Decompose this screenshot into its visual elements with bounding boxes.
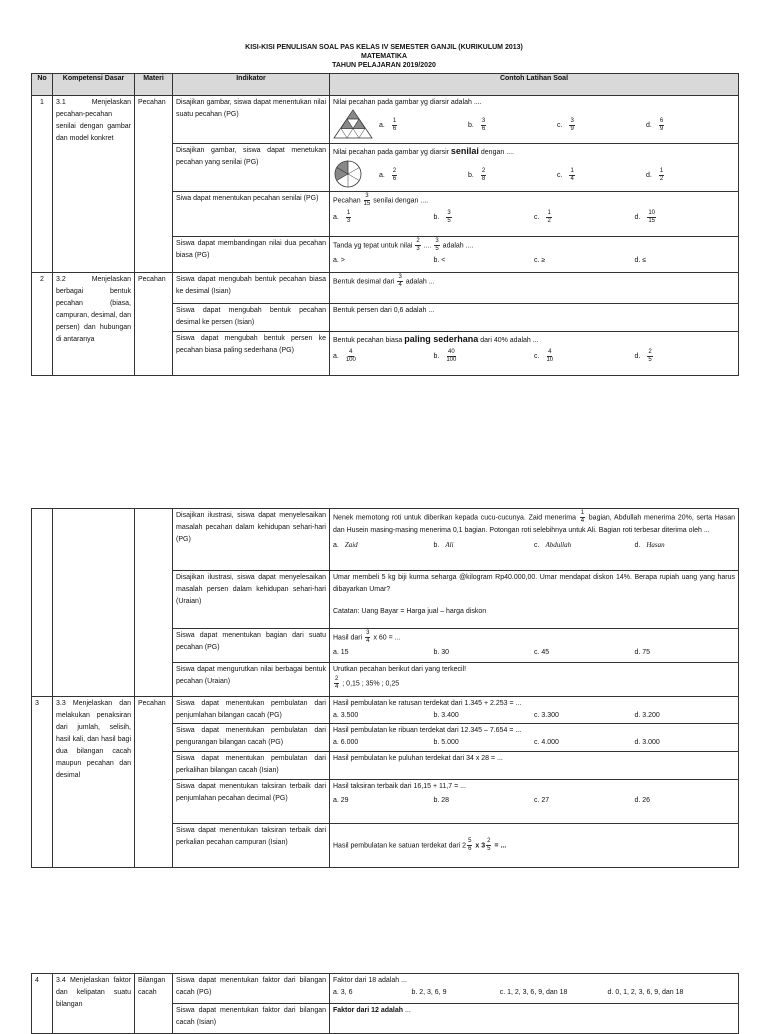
option-a: a. 3.500 [333,712,359,719]
option-b: b. 3.400 [433,712,459,719]
option-c: c. 45 [534,649,550,656]
option-b: b. 5.000 [433,739,459,746]
option-a: a. $\frac{2}{6}$ [379,167,397,182]
indikator-cell: Siswa dapat mengubah bentuk pecahan desimal ke persen (Isian) [173,304,330,332]
circle-figure [333,159,363,189]
option-c: c. Abdullah [534,541,572,549]
question-text: Nilai pecahan pada gambar yg diarsir adalah .... [333,99,482,106]
question-text: Pecahan $\frac{3}{15}$ senilai dengan .... [333,193,429,207]
question-cell [330,1004,739,1034]
option-d: d. 3.200 [634,712,660,719]
option-b: b. $\frac{40}{100}$ [433,349,457,363]
question-text: Hasil dari $\frac{3}{4}$ x 60 = ... [333,630,401,644]
indikator-cell: Siswa dapat menentukan pembulatan dari perkalihan bilangan cacah (Isian) [173,752,330,780]
note-text: Catatan: Uang Bayar = Harga jual – harga diskon [333,608,487,615]
row-no: 1 [32,96,53,273]
question-cell [330,96,739,144]
option-c: c. 3.300 [534,712,559,719]
question-cell: Urutkan pecahan berikut dari yang terkecil! $\frac{2}{4}$ ; 0,15 ; 35% ; 0,25 [330,663,739,697]
option-c: c. $\frac{1}{2}$ [534,210,551,224]
question-text: Tanda yg tepat untuk nilai $\frac{2}{3}$ .... $\frac{3}{5}$ adalah .... [333,238,474,252]
question-cell [330,629,739,663]
option-b: b. Ali [433,541,454,549]
option-d: d. 3.000 [634,739,660,746]
option-d: d. 26 [634,797,651,804]
option-d: d. Hasan [634,541,665,549]
option-a: a. 29 [333,797,349,804]
indikator-cell: Disajikan gambar, siswa dapat menetukan pecahan yang senilai (PG) [173,144,330,192]
row-no [32,509,53,697]
materi-cell: Pecahan [135,273,173,376]
option-d: d. $\frac{10}{15}$ [634,210,656,224]
indikator-cell: Siswa dapat menentukan bagian dari suatu pecahan (PG) [173,629,330,663]
question-cell [330,780,739,824]
option-a: a. $\frac{1}{3}$ [333,210,351,224]
kisi-table-page2 [31,508,739,868]
doc-subject: MATEMATIKA [360,53,407,60]
question-text: Bentuk desimal dari $\frac{3}{4}$ adalah ... [333,274,435,288]
indikator-cell: Disajikan ilustrasi, siswa dapat menyelesaikan masalah persen dalam kehidupan sehari-hari (Uraian) [173,571,330,629]
indikator-cell: Siwa dapat menentukan pecahan senilai (PG) [173,192,330,237]
option-c: c. ≥ [534,257,546,264]
option-a: a. > [333,257,345,264]
materi-cell: Pecahan [135,697,173,868]
question-cell [330,304,739,332]
question-text: Nenek memotong roti untuk diberikan kepada cucu-cucunya. Zaid menerima $\frac{1}{4}$ bagian, Abdullah menerima 20%, serta Hasan dan Husein masing-masing menerima 0,1 bagian. Potongan roti selebihnya untuk Ali. Bagian roti terbesar diterima oleh ... [333,510,735,534]
col-no: No [32,74,53,96]
kisi-table-page3 [31,973,739,1034]
kd-cell: 3.4 Menjelaskan faktor dan kelipatan suatu bilangan [53,974,135,1034]
indikator-cell: Disajikan ilustrasi, siswa dapat menyelesaikan masalah pecahan dalam kehidupan sehari-hari (PG) [173,509,330,571]
option-a: a. 15 [333,649,349,656]
option-d: d. 0, 1, 2, 3, 6, 9, dan 18 [607,989,684,996]
option-b: b. $\frac{3}{6}$ [468,117,486,132]
col-kompetensi: Kompetensi Dasar [53,74,135,96]
materi-cell: Bilangan cacah [135,974,173,1034]
question-text: Umar membeli 5 kg biji kurma seharga @kilogram Rp40.000,00. Umar mendapat diskon 14%. Berapa rupiah uang yang harus dibayarkan Umar? [333,574,735,593]
option-c: c. $\frac{3}{9}$ [557,117,574,132]
option-a: a. $\frac{4}{100}$ [333,349,356,363]
indikator-cell: Siswa dapat menentukan pembulatan dari penjumlahan bilangan cacah (PG) [173,697,330,724]
option-d: d. $\frac{6}{9}$ [646,117,664,132]
option-a: a. 3, 6 [333,989,353,996]
question-cell [330,571,739,629]
option-c: c. 27 [534,797,550,804]
option-b: b. 28 [433,797,450,804]
option-b: b. $\frac{2}{8}$ [468,167,486,182]
kisi-table-page1 [31,73,739,376]
question-cell [330,974,739,1004]
question-cell [330,752,739,780]
option-a: a. 6.000 [333,739,359,746]
indikator-cell: Siswa dapat menentukan taksiran terbaik dari penjumlahan pecahan decimal (PG) [173,780,330,824]
question-text: Urutkan pecahan berikut dari yang terkecil! [333,666,467,673]
option-d: d. $\frac{2}{5}$ [634,349,652,363]
question-cell [330,144,739,192]
option-a: a. $\frac{1}{6}$ [379,117,397,132]
question-cell [330,724,739,752]
option-b: b. 2, 3, 6, 9 [411,989,447,996]
question-cell [330,697,739,724]
option-b: b. $\frac{3}{5}$ [433,210,451,224]
indikator-cell: Siswa dapat mengurutkan nilai berbagai bentuk pecahan (Uraian) [173,663,330,697]
option-c: c. $\frac{4}{10}$ [534,349,554,363]
indikator-cell: Siswa dapat menentukan taksiran terbaik dari perkalian pecahan campuran (Isian) [173,824,330,868]
doc-title: KISI-KISI PENULISAN SOAL PAS KELAS IV SEMESTER GANJIL (KURIKULUM 2013) [245,44,523,51]
row-no: 4 [32,974,53,1034]
option-a: a. Zaid [333,541,358,549]
kd-cell [53,509,135,697]
option-d: d. ≤ [634,257,647,264]
option-d: d. $\frac{1}{2}$ [646,167,664,182]
indikator-cell: Disajikan gambar, siswa dapat menentukan nilai suatu pecahan (PG) [173,96,330,144]
materi-cell: Pecahan [135,96,173,273]
triangle-figure [333,109,373,139]
question-text: Hasil pembulatan ke puluhan terdekat dari 34 x 28 = ... [333,755,503,762]
indikator-cell: Siswa dapat membandingan nilai dua pecahan biasa (PG) [173,237,330,273]
option-c: c. 4.000 [534,739,559,746]
question-text: Bentuk persen dari 0,6 adalah ... [333,307,435,314]
option-b: b. < [433,257,446,264]
question-text: Bentuk pecahan biasa paling sederhana dari 40% adalah ... [333,334,539,344]
indikator-cell: Siswa dapat mengubah bentuk persen ke pecahan biasa paling sederhana (PG) [173,332,330,376]
question-cell [330,332,739,376]
kd-cell: 3.3 Menjelaskan dan melakukan penaksiran dari jumlah, selisih, hasil kali, dan hasil bagi dua bilangan cacah maupun pecahan dan desimal [53,697,135,868]
indikator-cell: Siswa dapat menentukan pembulatan dari pengurangan bilangan cacah (PG) [173,724,330,752]
kd-cell: 3.2 Menjelaskan berbagai bentuk pecahan (biasa, campuran, desimal, dan persen) dan hubungan di antaranya [53,273,135,376]
option-c: c. 1, 2, 3, 6, 9, dan 18 [499,989,568,996]
question-cell [330,509,739,571]
col-contoh: Contoh Latihan Soal [330,74,739,96]
question-text: Hasil pembulatan ke satuan terdekat dari 2 $\frac{5}{6}$ x 3 $\frac{2}{5}$ = ... [333,838,507,852]
doc-year: TAHUN PELAJARAN 2019/2020 [332,62,436,69]
col-indikator: Indikator [173,74,330,96]
materi-cell [135,509,173,697]
question-cell [330,192,739,237]
question-text: Faktor dari 18 adalah ... [333,977,407,984]
question-text: Nilai pecahan pada gambar yg diarsir senilai dengan .... [333,146,514,156]
question-text: Hasil pembulatan ke ratusan terdekat dari 1.345 + 2.253 = ... [333,700,522,707]
question-cell [330,824,739,868]
question-cell [330,273,739,304]
indikator-cell: Siswa dapat menentukan faktor dari bilangan cacah (PG) [173,974,330,1004]
option-c: c. $\frac{1}{4}$ [557,167,574,182]
question-text: Hasil pembulatan ke ribuan terdekat dari 12.345 – 7.654 = ... [333,727,522,734]
question-text: Hasil taksiran terbaik dari 16,15 + 11,7 = ... [333,783,466,790]
question-text: Faktor dari 12 adalah ... [333,1007,411,1014]
question-cell [330,237,739,273]
col-materi: Materi [135,74,173,96]
indikator-cell: Siswa dapat mengubah bentuk pecahan biasa ke desimal (Isian) [173,273,330,304]
kd-cell: 3.1 Menjelaskan pecahan-pecahan senilai dengan gambar dan model konkret [53,96,135,273]
indikator-cell: Siswa dapat menentukan faktor dari bilangan cacah (Isian) [173,1004,330,1034]
row-no: 3 [32,697,53,868]
row-no: 2 [32,273,53,376]
option-d: d. 75 [634,649,651,656]
option-b: b. 30 [433,649,450,656]
